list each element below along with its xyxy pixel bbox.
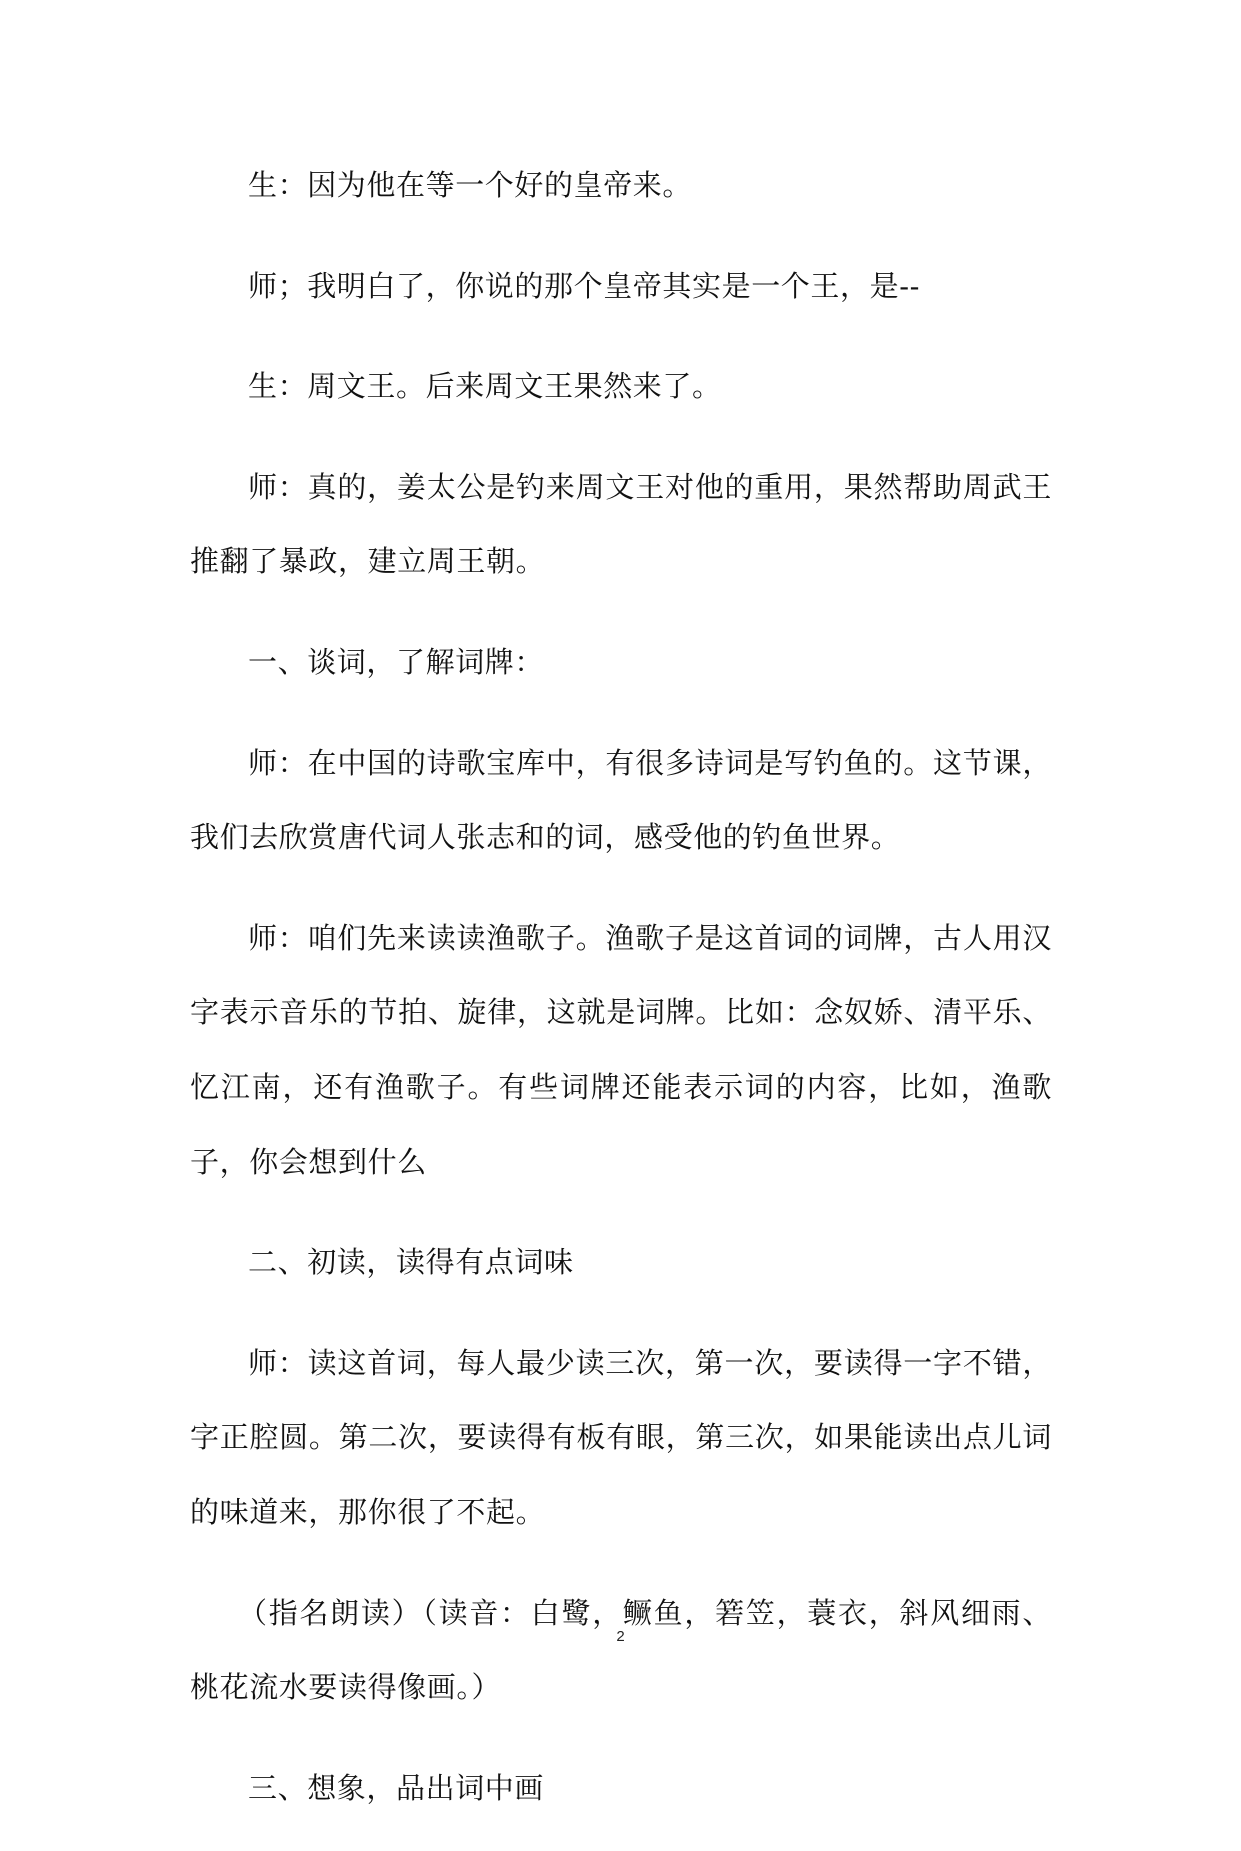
paragraph: 师：在中国的诗歌宝库中，有很多诗词是写钓鱼的。这节课，我们去欣赏唐代词人张志和的词，感受他的钓鱼世界。 (190, 745, 1052, 855)
section-heading: 一、谈词，了解词牌： (248, 644, 545, 679)
paragraph: 师：真的，姜太公是钓来周文王对他的重用，果然帮助周武王推翻了暴政，建立周王朝。 (190, 469, 1052, 579)
section-heading: 三、想象，品出词中画 (248, 1770, 545, 1805)
paragraph: （指名朗读）（读音：白鹭，鳜鱼，箬笠，蓑衣，斜风细雨、桃花流水要读得像画。） (190, 1595, 1052, 1705)
paragraph: 师；我明白了，你说的那个皇帝其实是一个王，是-- (248, 268, 920, 303)
section-heading: 二、初读，读得有点词味 (248, 1245, 574, 1280)
paragraph: 师：读这首词，每人最少读三次，第一次，要读得一字不错，字正腔圆。第二次，要读得有板有眼，第三次，如果能读出点儿词的味道来，那你很了不起。 (190, 1345, 1052, 1529)
paragraph: 生：周文王。后来周文王果然来了。 (248, 369, 722, 404)
paragraph: 师：咱们先来读读渔歌子。渔歌子是这首词的词牌，古人用汉字表示音乐的节拍、旋律，这就是词牌。比如：念奴娇、清平乐、忆江南，还有渔歌子。有些词牌还能表示词的内容，比如，渔歌子，你会想到什么 (190, 920, 1052, 1179)
paragraph: 生：因为他在等一个好的皇帝来。 (248, 168, 693, 202)
page-number: 2 (616, 1628, 625, 1645)
document-body (190, 148, 1052, 1851)
